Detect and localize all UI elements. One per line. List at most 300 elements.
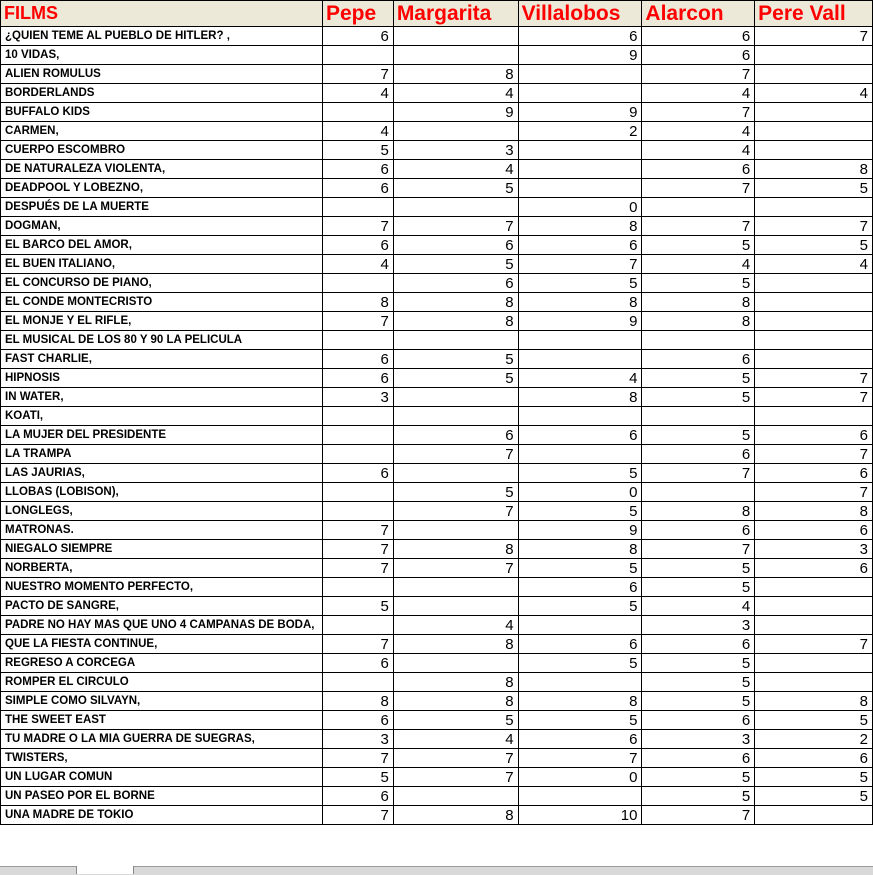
score-cell[interactable]: 9 <box>518 46 642 65</box>
score-cell[interactable] <box>518 350 642 369</box>
score-cell[interactable]: 5 <box>642 787 755 806</box>
score-cell[interactable]: 5 <box>642 578 755 597</box>
score-cell[interactable]: 5 <box>322 597 393 616</box>
film-title-cell[interactable]: ALIEN ROMULUS <box>1 65 323 84</box>
score-cell[interactable] <box>393 46 518 65</box>
film-title-cell[interactable]: DE NATURALEZA VIOLENTA, <box>1 160 323 179</box>
score-cell[interactable]: 8 <box>393 293 518 312</box>
film-title-cell[interactable]: EL MONJE Y EL RIFLE, <box>1 312 323 331</box>
score-cell[interactable]: 7 <box>322 65 393 84</box>
table-row <box>1 540 873 559</box>
score-cell[interactable]: 7 <box>755 369 873 388</box>
film-title-cell[interactable]: NORBERTA, <box>1 559 323 578</box>
score-cell[interactable]: 3 <box>642 730 755 749</box>
score-cell[interactable] <box>322 483 393 502</box>
table-row <box>1 103 873 122</box>
score-cell[interactable] <box>322 673 393 692</box>
score-cell[interactable]: 8 <box>518 692 642 711</box>
score-cell[interactable] <box>393 407 518 426</box>
score-cell[interactable]: 6 <box>755 559 873 578</box>
score-cell[interactable] <box>518 65 642 84</box>
score-cell[interactable] <box>322 103 393 122</box>
score-cell[interactable] <box>393 388 518 407</box>
header-margarita[interactable]: Margarita <box>393 1 518 27</box>
score-cell[interactable]: 6 <box>642 521 755 540</box>
score-cell[interactable]: 6 <box>322 350 393 369</box>
score-cell[interactable]: 7 <box>393 445 518 464</box>
score-cell[interactable] <box>393 331 518 350</box>
header-pere-vall[interactable]: Pere Vall <box>755 1 873 27</box>
table-row <box>1 217 873 236</box>
score-cell[interactable] <box>518 331 642 350</box>
score-cell[interactable] <box>322 46 393 65</box>
score-cell[interactable]: 7 <box>322 635 393 654</box>
table-row <box>1 635 873 654</box>
header-villalobos[interactable]: Villalobos <box>518 1 642 27</box>
score-cell[interactable] <box>755 46 873 65</box>
score-cell[interactable]: 5 <box>518 502 642 521</box>
score-cell[interactable]: 4 <box>393 84 518 103</box>
score-cell[interactable] <box>518 616 642 635</box>
film-title-cell[interactable]: LA TRAMPA <box>1 445 323 464</box>
score-cell[interactable] <box>755 103 873 122</box>
score-cell[interactable] <box>322 198 393 217</box>
score-cell[interactable] <box>393 198 518 217</box>
score-cell[interactable] <box>322 616 393 635</box>
film-title-cell[interactable]: TU MADRE O LA MIA GUERRA DE SUEGRAS, <box>1 730 323 749</box>
table-row <box>1 483 873 502</box>
score-cell[interactable] <box>322 331 393 350</box>
score-cell[interactable] <box>642 407 755 426</box>
score-cell[interactable]: 5 <box>642 388 755 407</box>
sheet-tab[interactable] <box>76 866 134 874</box>
score-cell[interactable]: 4 <box>393 730 518 749</box>
score-cell[interactable]: 4 <box>322 255 393 274</box>
score-cell[interactable]: 6 <box>642 445 755 464</box>
score-cell[interactable] <box>755 65 873 84</box>
score-cell[interactable]: 7 <box>755 445 873 464</box>
table-row <box>1 198 873 217</box>
table-row <box>1 749 873 768</box>
film-title-cell[interactable]: EL CONDE MONTECRISTO <box>1 293 323 312</box>
table-row <box>1 578 873 597</box>
score-cell[interactable] <box>755 350 873 369</box>
table-row <box>1 445 873 464</box>
score-cell[interactable]: 7 <box>393 217 518 236</box>
score-cell[interactable]: 0 <box>518 198 642 217</box>
film-title-cell[interactable]: UN LUGAR COMUN <box>1 768 323 787</box>
score-cell[interactable]: 7 <box>393 502 518 521</box>
score-cell[interactable] <box>393 122 518 141</box>
score-cell[interactable] <box>322 426 393 445</box>
score-cell[interactable]: 8 <box>755 692 873 711</box>
score-cell[interactable]: 7 <box>322 749 393 768</box>
table-row <box>1 407 873 426</box>
score-cell[interactable]: 7 <box>755 388 873 407</box>
film-title-cell[interactable]: EL BARCO DEL AMOR, <box>1 236 323 255</box>
film-title-cell[interactable]: KOATI, <box>1 407 323 426</box>
score-cell[interactable] <box>755 274 873 293</box>
score-cell[interactable]: 7 <box>322 217 393 236</box>
score-cell[interactable]: 7 <box>642 540 755 559</box>
score-cell[interactable] <box>518 445 642 464</box>
score-cell[interactable]: 6 <box>642 160 755 179</box>
score-cell[interactable]: 9 <box>393 103 518 122</box>
score-cell[interactable]: 5 <box>518 711 642 730</box>
score-cell[interactable]: 6 <box>322 179 393 198</box>
score-cell[interactable]: 7 <box>755 217 873 236</box>
score-cell[interactable]: 8 <box>393 540 518 559</box>
film-title-cell[interactable]: NIEGALO SIEMPRE <box>1 540 323 559</box>
score-cell[interactable]: 7 <box>642 217 755 236</box>
table-row <box>1 654 873 673</box>
score-cell[interactable]: 7 <box>642 464 755 483</box>
score-cell[interactable] <box>755 198 873 217</box>
score-cell[interactable]: 8 <box>393 635 518 654</box>
score-cell[interactable]: 8 <box>393 312 518 331</box>
score-cell[interactable]: 0 <box>518 483 642 502</box>
score-cell[interactable]: 4 <box>755 84 873 103</box>
score-cell[interactable] <box>755 141 873 160</box>
score-cell[interactable]: 6 <box>322 711 393 730</box>
score-cell[interactable] <box>518 673 642 692</box>
score-cell[interactable]: 6 <box>322 27 393 46</box>
score-cell[interactable] <box>518 141 642 160</box>
score-cell[interactable]: 5 <box>393 350 518 369</box>
film-title-cell[interactable]: SIMPLE COMO SILVAYN, <box>1 692 323 711</box>
score-cell[interactable]: 4 <box>322 84 393 103</box>
score-cell[interactable] <box>322 445 393 464</box>
score-cell[interactable] <box>755 578 873 597</box>
film-title-cell[interactable]: ROMPER EL CIRCULO <box>1 673 323 692</box>
score-cell[interactable] <box>393 464 518 483</box>
score-cell[interactable]: 4 <box>642 122 755 141</box>
score-cell[interactable]: 4 <box>642 84 755 103</box>
score-cell[interactable]: 6 <box>393 426 518 445</box>
score-cell[interactable]: 3 <box>322 730 393 749</box>
score-cell[interactable]: 5 <box>755 768 873 787</box>
score-cell[interactable]: 6 <box>642 749 755 768</box>
table-row <box>1 692 873 711</box>
film-title-cell[interactable]: QUE LA FIESTA CONTINUE, <box>1 635 323 654</box>
score-cell[interactable]: 3 <box>755 540 873 559</box>
score-cell[interactable]: 5 <box>755 711 873 730</box>
score-cell[interactable]: 8 <box>755 502 873 521</box>
score-cell[interactable]: 9 <box>518 312 642 331</box>
film-title-cell[interactable]: DOGMAN, <box>1 217 323 236</box>
score-cell[interactable] <box>393 597 518 616</box>
score-cell[interactable]: 7 <box>642 103 755 122</box>
film-title-cell[interactable]: PACTO DE SANGRE, <box>1 597 323 616</box>
table-row <box>1 27 873 46</box>
film-title-cell[interactable]: ¿QUIEN TEME AL PUEBLO DE HITLER? , <box>1 27 323 46</box>
film-title-cell[interactable]: FAST CHARLIE, <box>1 350 323 369</box>
score-cell[interactable]: 8 <box>518 293 642 312</box>
score-cell[interactable]: 6 <box>518 635 642 654</box>
score-cell[interactable]: 4 <box>322 122 393 141</box>
score-cell[interactable]: 6 <box>518 236 642 255</box>
score-cell[interactable]: 4 <box>393 616 518 635</box>
score-cell[interactable]: 2 <box>518 122 642 141</box>
table-row <box>1 293 873 312</box>
score-cell[interactable] <box>755 293 873 312</box>
score-cell[interactable]: 6 <box>518 426 642 445</box>
film-title-cell[interactable]: UN PASEO POR EL BORNE <box>1 787 323 806</box>
score-cell[interactable]: 7 <box>518 749 642 768</box>
score-cell[interactable]: 8 <box>393 692 518 711</box>
score-cell[interactable]: 8 <box>393 65 518 84</box>
score-cell[interactable] <box>393 521 518 540</box>
table-row <box>1 426 873 445</box>
table-row <box>1 559 873 578</box>
score-cell[interactable] <box>518 407 642 426</box>
score-cell[interactable]: 8 <box>642 312 755 331</box>
score-cell[interactable]: 7 <box>393 749 518 768</box>
score-cell[interactable] <box>518 179 642 198</box>
score-cell[interactable]: 6 <box>642 350 755 369</box>
score-cell[interactable]: 6 <box>755 521 873 540</box>
film-title-cell[interactable]: CUERPO ESCOMBRO <box>1 141 323 160</box>
score-cell[interactable] <box>755 654 873 673</box>
table-row <box>1 255 873 274</box>
film-title-cell[interactable]: LA MUJER DEL PRESIDENTE <box>1 426 323 445</box>
header-pepe[interactable]: Pepe <box>322 1 393 27</box>
score-cell[interactable]: 5 <box>642 692 755 711</box>
score-cell[interactable]: 5 <box>393 711 518 730</box>
score-cell[interactable]: 5 <box>642 369 755 388</box>
score-cell[interactable] <box>755 312 873 331</box>
score-cell[interactable] <box>393 654 518 673</box>
film-title-cell[interactable]: CARMEN, <box>1 122 323 141</box>
film-title-cell[interactable]: DESPUÉS DE LA MUERTE <box>1 198 323 217</box>
score-cell[interactable]: 8 <box>518 388 642 407</box>
score-cell[interactable]: 6 <box>322 787 393 806</box>
score-cell[interactable]: 8 <box>322 293 393 312</box>
score-cell[interactable]: 5 <box>393 369 518 388</box>
score-cell[interactable]: 7 <box>755 483 873 502</box>
score-cell[interactable]: 6 <box>518 730 642 749</box>
table-row <box>1 331 873 350</box>
score-cell[interactable] <box>755 122 873 141</box>
table-row <box>1 84 873 103</box>
header-row <box>1 1 873 27</box>
score-cell[interactable]: 5 <box>518 654 642 673</box>
score-cell[interactable]: 6 <box>393 274 518 293</box>
score-cell[interactable]: 3 <box>642 616 755 635</box>
score-cell[interactable]: 5 <box>393 483 518 502</box>
score-cell[interactable]: 8 <box>755 160 873 179</box>
score-cell[interactable]: 3 <box>322 388 393 407</box>
score-cell[interactable]: 10 <box>518 806 642 825</box>
score-cell[interactable]: 8 <box>322 692 393 711</box>
score-cell[interactable]: 6 <box>322 464 393 483</box>
table-row <box>1 673 873 692</box>
score-cell[interactable] <box>755 597 873 616</box>
score-cell[interactable]: 5 <box>518 464 642 483</box>
score-cell[interactable] <box>755 673 873 692</box>
score-cell[interactable]: 5 <box>642 274 755 293</box>
table-row <box>1 141 873 160</box>
score-cell[interactable]: 9 <box>518 103 642 122</box>
score-cell[interactable]: 5 <box>393 255 518 274</box>
score-cell[interactable]: 7 <box>642 179 755 198</box>
score-cell[interactable]: 5 <box>755 787 873 806</box>
score-cell[interactable]: 6 <box>322 160 393 179</box>
film-title-cell[interactable]: IN WATER, <box>1 388 323 407</box>
score-cell[interactable]: 6 <box>322 236 393 255</box>
score-cell[interactable]: 5 <box>518 597 642 616</box>
score-cell[interactable]: 4 <box>518 369 642 388</box>
score-cell[interactable] <box>518 160 642 179</box>
score-cell[interactable] <box>518 787 642 806</box>
film-title-cell[interactable]: HIPNOSIS <box>1 369 323 388</box>
table-row <box>1 806 873 825</box>
score-cell[interactable] <box>322 407 393 426</box>
score-cell[interactable]: 5 <box>642 426 755 445</box>
score-cell[interactable]: 8 <box>518 217 642 236</box>
score-cell[interactable]: 5 <box>393 179 518 198</box>
table-row <box>1 65 873 84</box>
film-title-cell[interactable]: BUFFALO KIDS <box>1 103 323 122</box>
score-cell[interactable]: 5 <box>642 768 755 787</box>
score-cell[interactable] <box>755 616 873 635</box>
header-alarcon[interactable]: Alarcon <box>642 1 755 27</box>
score-cell[interactable] <box>393 787 518 806</box>
score-cell[interactable]: 5 <box>518 559 642 578</box>
score-cell[interactable]: 5 <box>322 768 393 787</box>
film-title-cell[interactable]: REGRESO A CORCEGA <box>1 654 323 673</box>
score-cell[interactable] <box>755 806 873 825</box>
score-cell[interactable]: 5 <box>755 179 873 198</box>
film-title-cell[interactable]: LONGLEGS, <box>1 502 323 521</box>
score-cell[interactable] <box>518 84 642 103</box>
score-cell[interactable]: 3 <box>393 141 518 160</box>
score-cell[interactable]: 4 <box>755 255 873 274</box>
film-title-cell[interactable]: MATRONAS. <box>1 521 323 540</box>
header-films[interactable]: FILMS <box>1 1 323 27</box>
score-cell[interactable]: 4 <box>642 255 755 274</box>
table-row <box>1 46 873 65</box>
score-cell[interactable]: 5 <box>322 141 393 160</box>
table-row <box>1 369 873 388</box>
score-cell[interactable]: 6 <box>755 464 873 483</box>
score-cell[interactable] <box>642 198 755 217</box>
score-cell[interactable]: 9 <box>518 521 642 540</box>
score-cell[interactable]: 0 <box>518 768 642 787</box>
score-cell[interactable] <box>322 274 393 293</box>
score-cell[interactable]: 7 <box>755 635 873 654</box>
score-cell[interactable]: 7 <box>322 521 393 540</box>
score-cell[interactable]: 5 <box>518 274 642 293</box>
score-cell[interactable]: 4 <box>642 141 755 160</box>
score-cell[interactable]: 8 <box>642 502 755 521</box>
score-cell[interactable]: 7 <box>322 559 393 578</box>
score-cell[interactable]: 4 <box>393 160 518 179</box>
score-cell[interactable]: 7 <box>322 540 393 559</box>
table-row <box>1 236 873 255</box>
score-cell[interactable]: 4 <box>642 597 755 616</box>
score-cell[interactable]: 7 <box>755 27 873 46</box>
film-title-cell[interactable]: UNA MADRE DE TOKIO <box>1 806 323 825</box>
table-row <box>1 597 873 616</box>
film-title-cell[interactable]: EL BUEN ITALIANO, <box>1 255 323 274</box>
table-row <box>1 274 873 293</box>
score-cell[interactable]: 5 <box>642 559 755 578</box>
table-row <box>1 502 873 521</box>
film-title-cell[interactable]: LAS JAURIAS, <box>1 464 323 483</box>
score-cell[interactable] <box>642 331 755 350</box>
table-row <box>1 179 873 198</box>
score-cell[interactable]: 2 <box>755 730 873 749</box>
table-row <box>1 160 873 179</box>
score-cell[interactable]: 8 <box>393 806 518 825</box>
score-cell[interactable]: 6 <box>755 749 873 768</box>
score-cell[interactable]: 6 <box>322 654 393 673</box>
film-title-cell[interactable]: 10 VIDAS, <box>1 46 323 65</box>
film-title-cell[interactable]: LLOBAS (LOBISON), <box>1 483 323 502</box>
score-cell[interactable] <box>642 483 755 502</box>
score-cell[interactable]: 7 <box>393 559 518 578</box>
film-title-cell[interactable]: THE SWEET EAST <box>1 711 323 730</box>
score-cell[interactable]: 7 <box>518 255 642 274</box>
film-title-cell[interactable]: EL CONCURSO DE PIANO, <box>1 274 323 293</box>
film-title-cell[interactable]: NUESTRO MOMENTO PERFECTO, <box>1 578 323 597</box>
score-cell[interactable]: 5 <box>642 236 755 255</box>
score-cell[interactable] <box>755 331 873 350</box>
score-cell[interactable]: 6 <box>518 27 642 46</box>
score-cell[interactable]: 6 <box>322 369 393 388</box>
score-cell[interactable]: 7 <box>642 806 755 825</box>
table-row <box>1 312 873 331</box>
score-cell[interactable]: 6 <box>642 46 755 65</box>
score-cell[interactable] <box>322 578 393 597</box>
score-cell[interactable]: 5 <box>642 673 755 692</box>
table-row <box>1 521 873 540</box>
table-row <box>1 768 873 787</box>
score-cell[interactable]: 6 <box>642 635 755 654</box>
score-cell[interactable]: 8 <box>518 540 642 559</box>
score-cell[interactable]: 5 <box>642 654 755 673</box>
film-title-cell[interactable]: DEADPOOL Y LOBEZNO, <box>1 179 323 198</box>
score-cell[interactable]: 7 <box>393 768 518 787</box>
film-title-cell[interactable]: EL MUSICAL DE LOS 80 Y 90 LA PELICULA <box>1 331 323 350</box>
film-title-cell[interactable]: TWISTERS, <box>1 749 323 768</box>
score-cell[interactable] <box>393 27 518 46</box>
score-cell[interactable]: 6 <box>755 426 873 445</box>
score-cell[interactable]: 7 <box>322 806 393 825</box>
table-row <box>1 122 873 141</box>
score-cell[interactable]: 6 <box>393 236 518 255</box>
film-title-cell[interactable]: PADRE NO HAY MAS QUE UNO 4 CAMPANAS DE BODA, <box>1 616 323 635</box>
table-row <box>1 350 873 369</box>
score-cell[interactable]: 6 <box>642 711 755 730</box>
score-cell[interactable]: 5 <box>755 236 873 255</box>
table-row <box>1 616 873 635</box>
score-cell[interactable] <box>755 407 873 426</box>
score-cell[interactable]: 8 <box>393 673 518 692</box>
table-row <box>1 787 873 806</box>
sheet-body <box>1 1 873 825</box>
table-row <box>1 730 873 749</box>
score-cell[interactable] <box>322 502 393 521</box>
score-cell[interactable]: 6 <box>642 27 755 46</box>
score-cell[interactable]: 6 <box>518 578 642 597</box>
film-title-cell[interactable]: BORDERLANDS <box>1 84 323 103</box>
score-cell[interactable]: 8 <box>642 293 755 312</box>
score-cell[interactable]: 7 <box>642 65 755 84</box>
score-cell[interactable] <box>393 578 518 597</box>
score-cell[interactable]: 7 <box>322 312 393 331</box>
